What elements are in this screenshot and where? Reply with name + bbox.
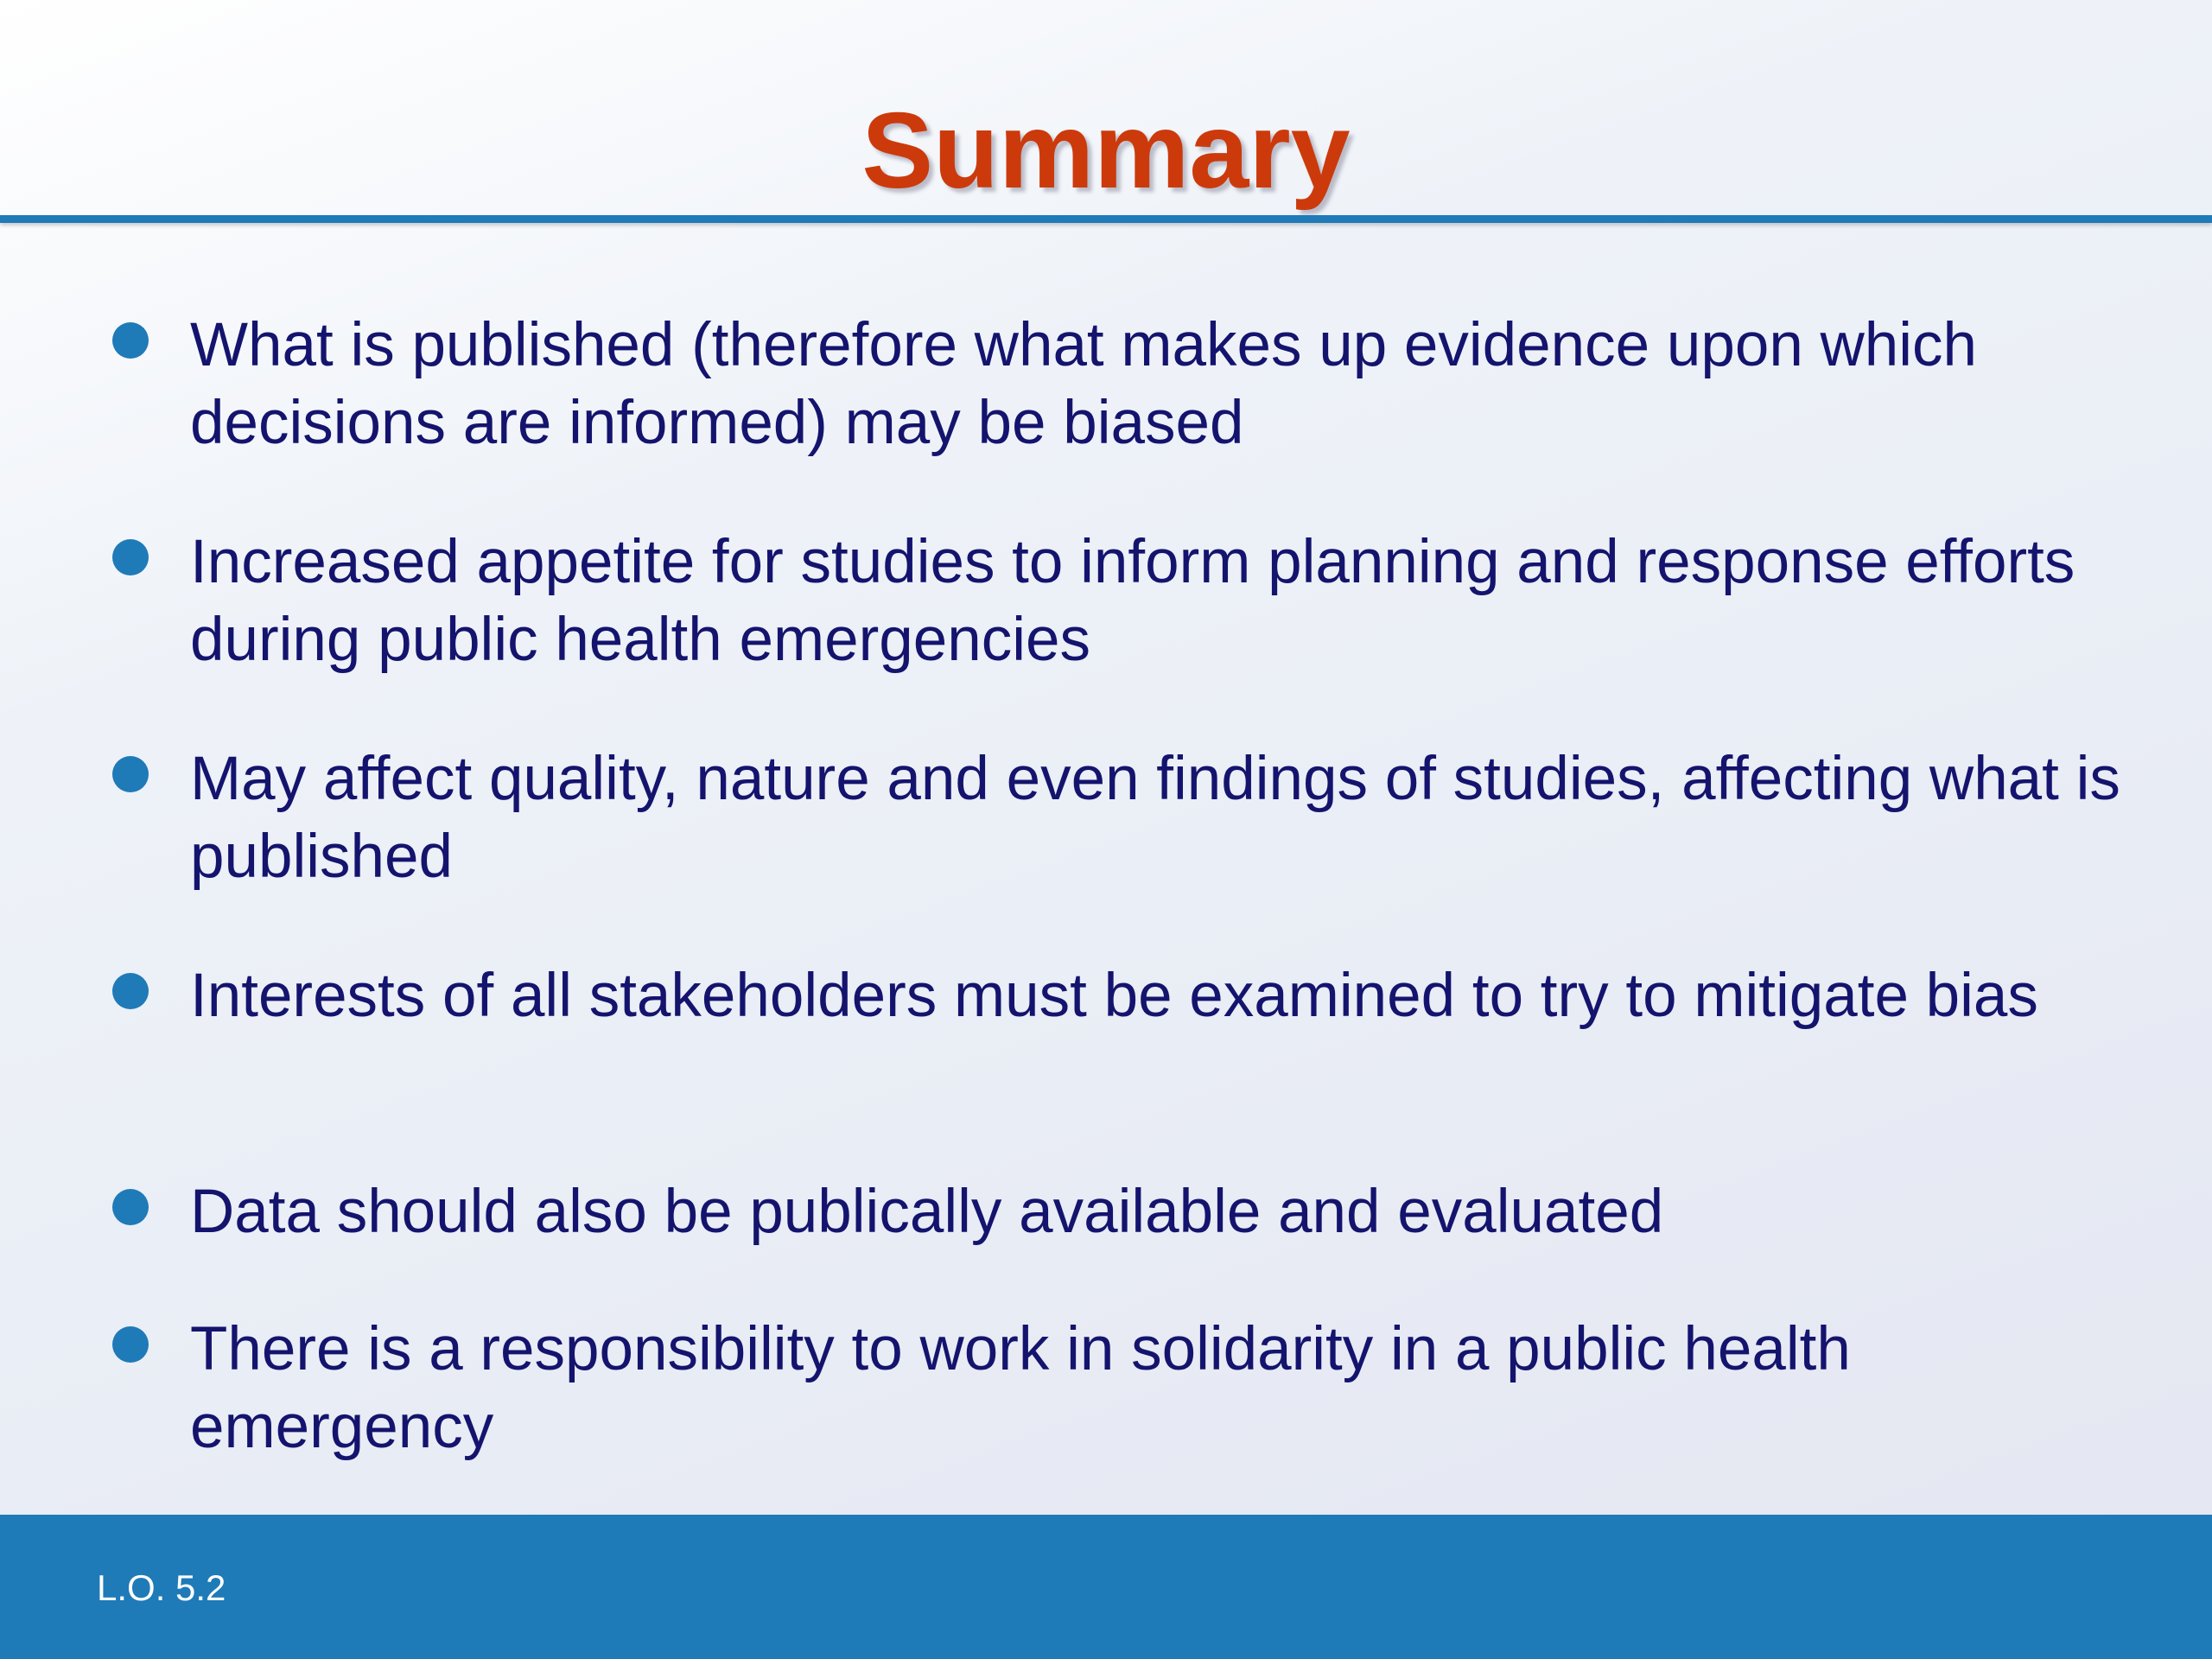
learning-objective-label: L.O. 5.2	[97, 1567, 226, 1608]
bullet-icon	[112, 973, 149, 1009]
bullet-icon	[112, 539, 149, 575]
bullet-text: There is a responsibility to work in solidarity in a public health emergency	[190, 1315, 1851, 1461]
bullet-text: May affect quality, nature and even findings of studies, affecting what is published	[190, 745, 2120, 891]
bullet-icon	[112, 1189, 149, 1225]
slide-title: Summary	[861, 92, 1351, 211]
bullet-icon	[112, 756, 149, 792]
footer-bar	[0, 1515, 2212, 1659]
bullet-text: What is published (therefore what makes up evidence upon which decisions are informed) may be biased	[190, 311, 1978, 457]
title-divider	[0, 215, 2212, 223]
bullet-text: Increased appetite for studies to inform planning and response efforts during public health emergencies	[190, 528, 2075, 674]
bullet-text: Interests of all stakeholders must be examined to try to mitigate bias	[190, 962, 2038, 1030]
bullet-text: Data should also be publically available and evaluated	[190, 1178, 1664, 1246]
bullet-icon	[112, 322, 149, 359]
bullet-icon	[112, 1326, 149, 1363]
